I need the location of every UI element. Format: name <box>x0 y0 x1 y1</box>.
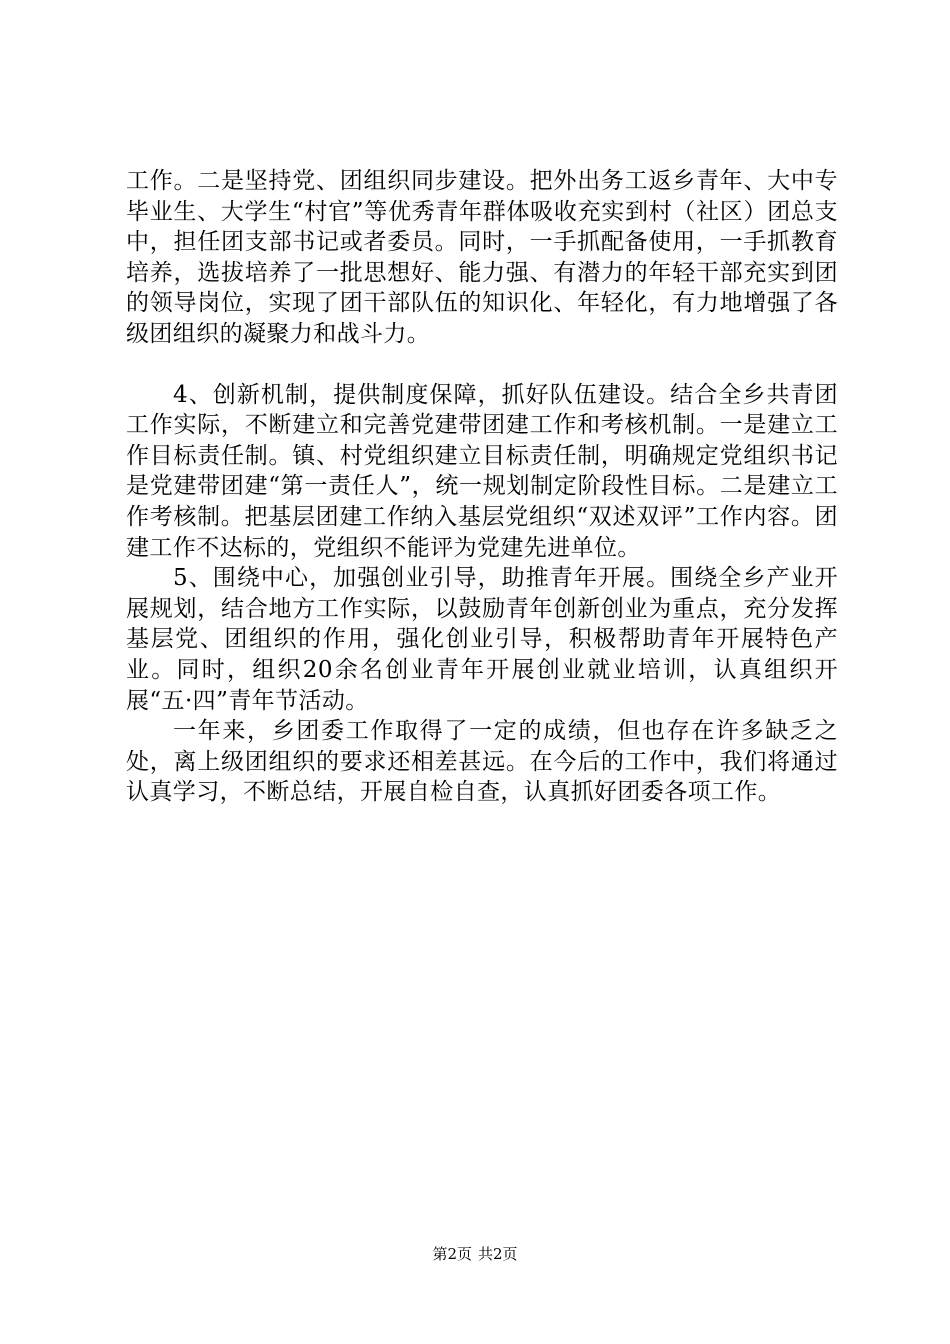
document-body <box>126 166 838 808</box>
paragraph-continuation: 工作。二是坚持党、团组织同步建设。把外出务工返乡青年、大中专毕业生、大学生“村官”等优秀青年群体吸收充实到村（社区）团总支中，担任团支部书记或者委员。同时，一手抓配备使用，一手抓教育培养，选拔培养了一批思想好、能力强、有潜力的年轻干部充实到团的领导岗位，实现了团干部队伍的知识化、年轻化，有力地增强了各级团组织的凝聚力和战斗力。 <box>126 168 838 347</box>
paragraph-item-4: 4、创新机制，提供制度保障，抓好队伍建设。结合全乡共青团工作实际，不断建立和完善党建带团建工作和考核机制。一是建立工作目标责任制。镇、村党组织建立目标责任制，明确规定党组织书记是党建带团建“第一责任人”，统一规划制定阶段性目标。二是建立工作考核制。把基层团建工作纳入基层党组织“双述双评”工作内容。团建工作不达标的，党组织不能评为党建先进单位。 <box>126 381 838 561</box>
paragraph-summary: 一年来，乡团委工作取得了一定的成绩，但也存在许多缺乏之处，离上级团组织的要求还相差甚远。在今后的工作中，我们将通过认真学习，不断总结，开展自检自查，认真抓好团委各项工作。 <box>126 718 838 806</box>
page-footer <box>0 1244 950 1264</box>
page-total: 共2页 <box>478 1245 518 1263</box>
page-number: 第2页 <box>432 1245 472 1263</box>
paragraph-item-5: 5、围绕中心，加强创业引导，助推青年开展。围绕全乡产业开展规划，结合地方工作实际，以鼓励青年创新创业为重点，充分发挥基层党、团组织的作用，强化创业引导，积极帮助青年开展特色产业。同时，组织20余名创业青年开展创业就业培训，认真组织开展“五·四”青年节活动。 <box>126 565 838 714</box>
